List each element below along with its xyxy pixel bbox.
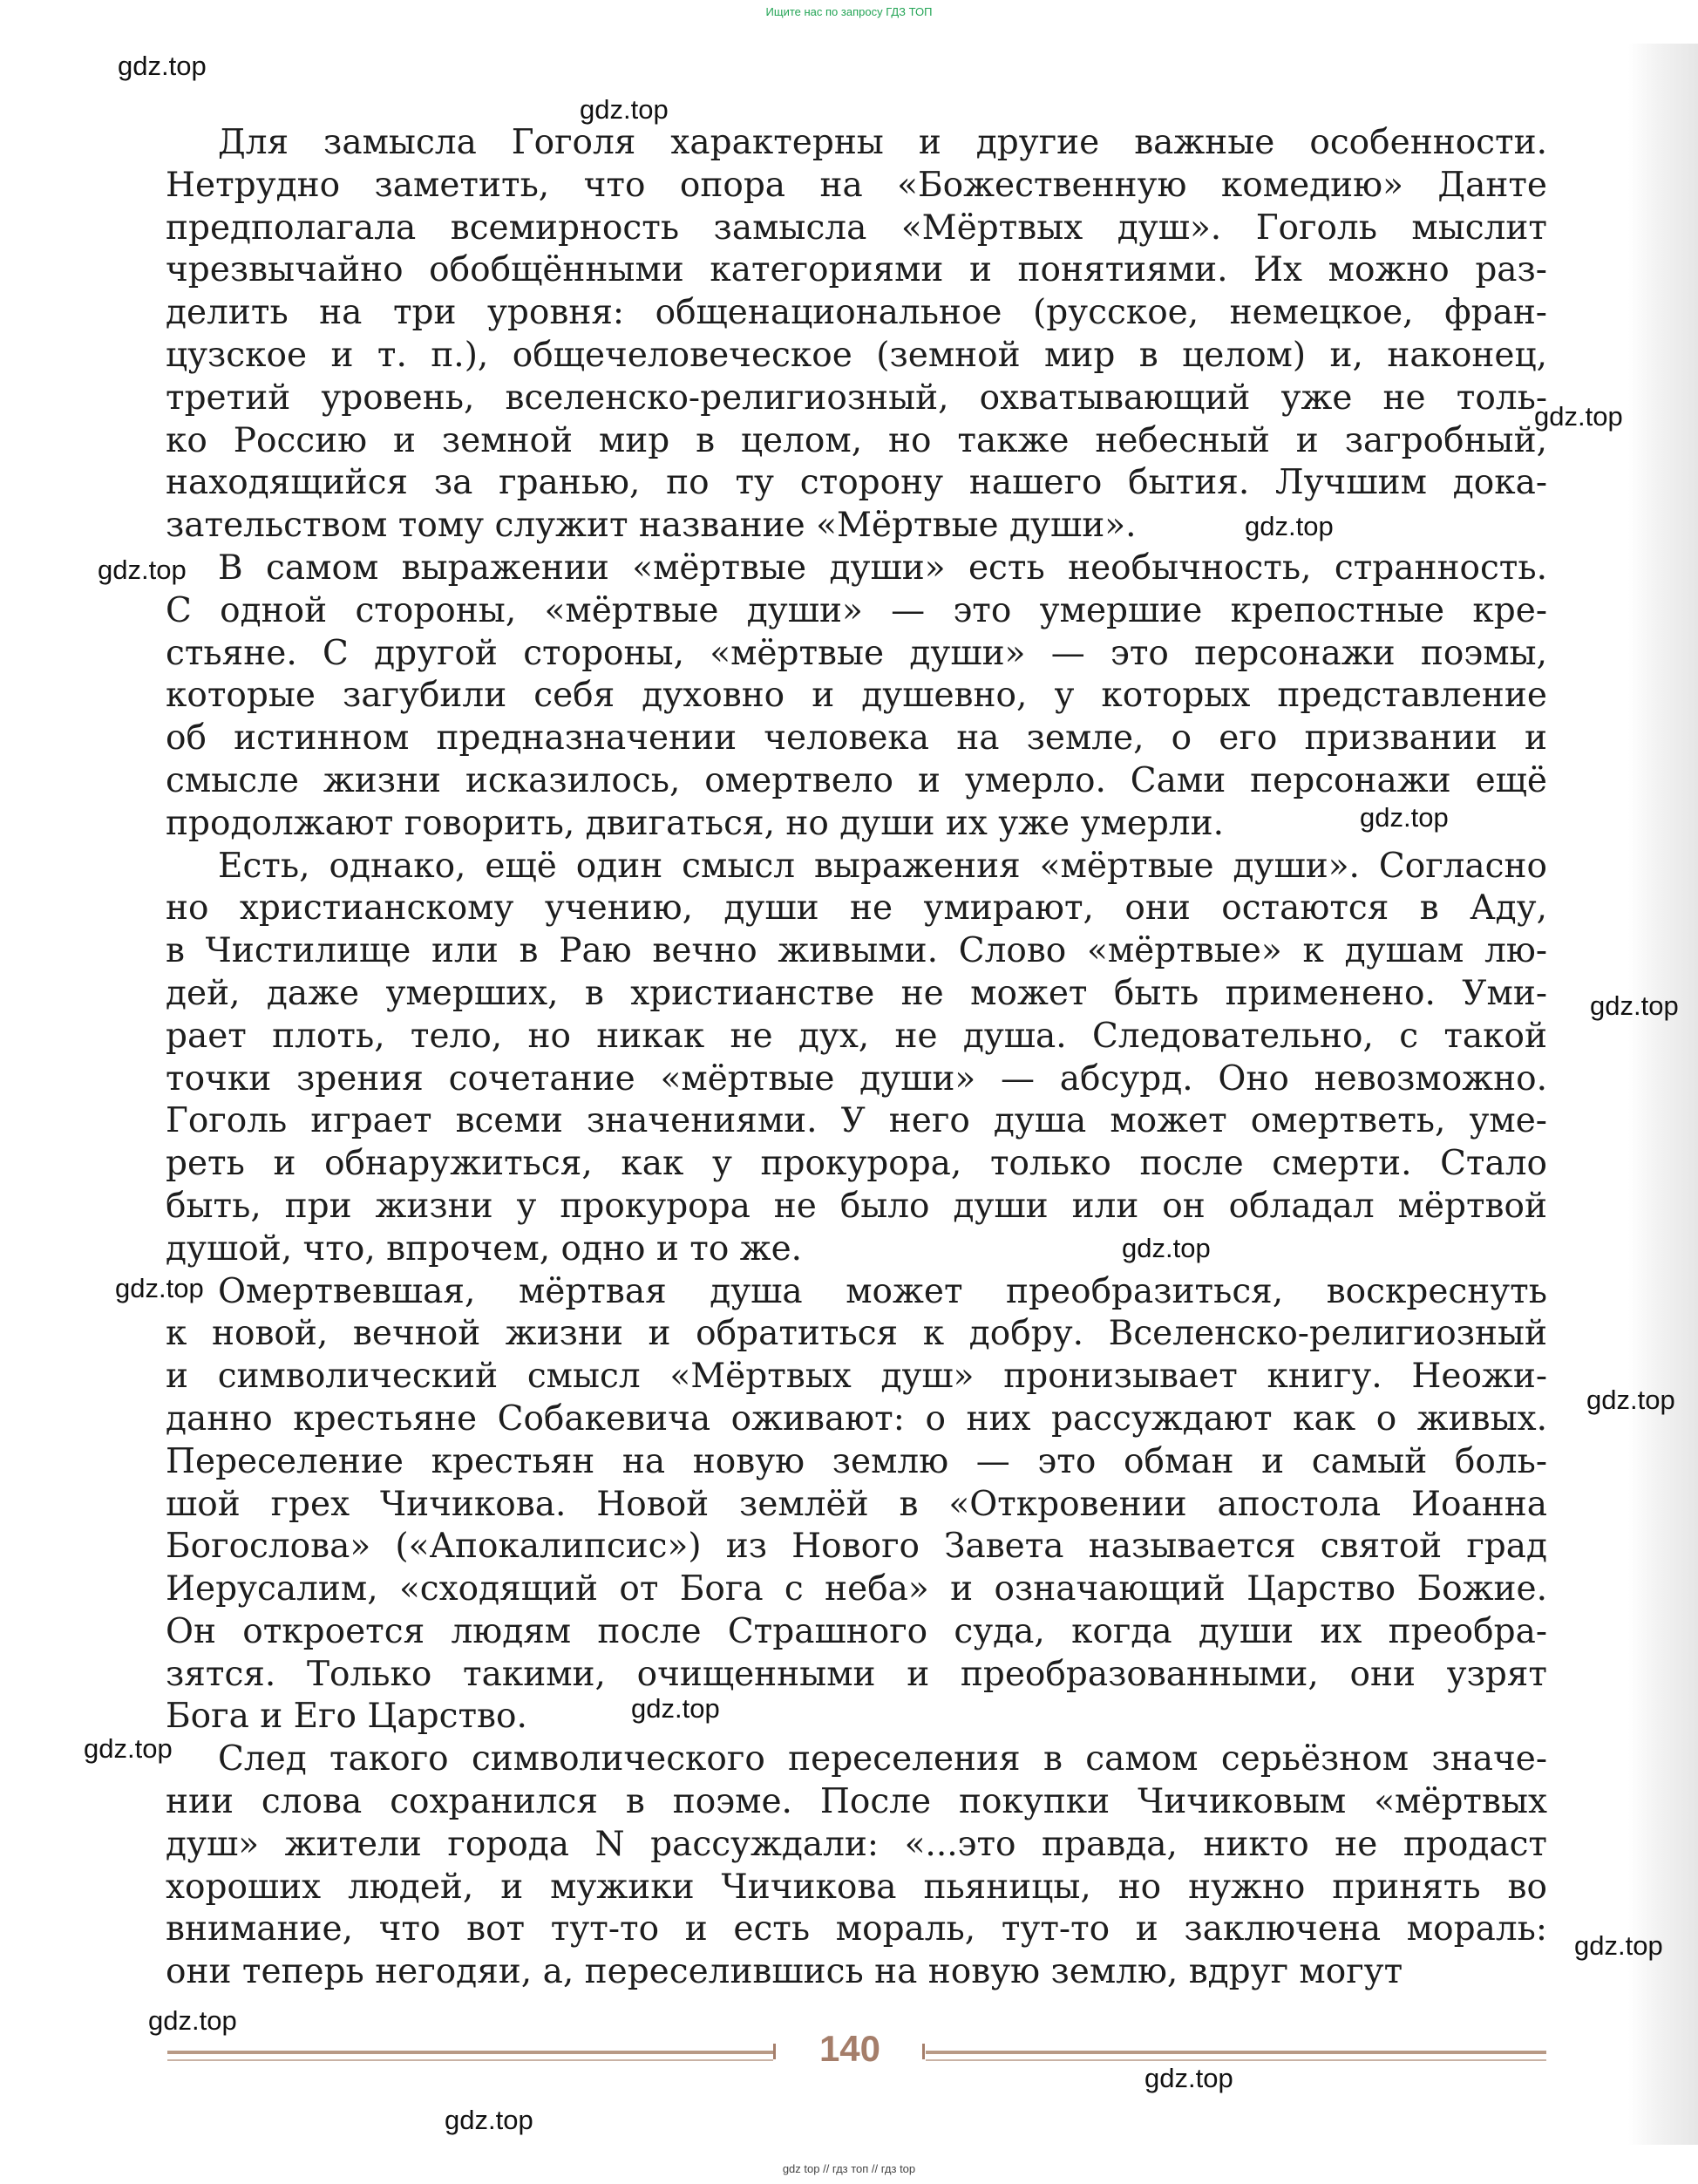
paragraph — [166, 1738, 1547, 1994]
body-text — [166, 122, 1547, 1994]
page-number: 140 — [818, 2028, 881, 2069]
text-line: Нетрудно заметить, что опора на «Божественную комедию» Данте — [166, 165, 1547, 205]
text-line: об истинном предназначении человека на земле, о его призвании и — [166, 718, 1547, 759]
watermark: gdz.top — [84, 1733, 173, 1764]
text-line: зательством тому служит название «Мёртвые души». — [166, 506, 1137, 546]
watermark: gdz.top — [1534, 401, 1623, 432]
text-line: данно крестьяне Собакевича оживают: о них рассуждают как о живых. — [166, 1398, 1547, 1439]
watermark: gdz.top — [580, 94, 669, 125]
text-line: они теперь негодяи, а, переселившись на новую землю, вдруг могут — [166, 1952, 1403, 1992]
text-line: к новой, вечной жизни и обратиться к добру. Вселенско-религиозный — [166, 1314, 1547, 1354]
watermark: gdz.top — [1360, 802, 1449, 833]
text-line: дей, даже умерших, в христианстве не может быть применено. Уми- — [166, 973, 1547, 1013]
footer-tick — [773, 2044, 776, 2059]
text-line: реть и обнаружиться, как у прокурора, только после смерти. Стало — [166, 1144, 1547, 1184]
watermark: gdz.top — [445, 2105, 533, 2135]
text-line: Богослова» («Апокалипсис») из Нового Завета называется святой град — [166, 1527, 1547, 1567]
text-line: стьяне. С другой стороны, «мёртвые души» — это персонажи поэмы, — [166, 633, 1547, 673]
bottom-banner[interactable]: gdz top // гдз топ // гдз top — [782, 2162, 916, 2175]
text-line: смысле жизни исказилось, омертвело и умерло. Сами персонажи ещё — [166, 760, 1547, 800]
footer-rule-left — [167, 2051, 773, 2054]
text-line: но христианскому учению, души не умирают, они остаются в Аду, — [166, 888, 1547, 929]
text-line: Он откроется людям после Страшного суда, когда души их преобра- — [166, 1611, 1547, 1651]
watermark: gdz.top — [1144, 2063, 1233, 2093]
text-line: С одной стороны, «мёртвые души» — это умершие крепостные кре- — [166, 590, 1547, 630]
text-line: ко Россию и земной мир в целом, но также небесный и загробный, — [166, 420, 1547, 460]
text-line: точки зрения сочетание «мёртвые души» — абсурд. Оно невозможно. — [166, 1058, 1547, 1099]
text-line: душой, что, впрочем, одно и то же. — [166, 1228, 803, 1269]
watermark: gdz.top — [115, 1273, 204, 1303]
text-line: третий уровень, вселенско-религиозный, охватывающий уже не толь- — [166, 378, 1547, 418]
paragraph — [166, 846, 1547, 1271]
watermark: gdz.top — [1122, 1233, 1211, 1263]
watermark: gdz.top — [118, 51, 207, 81]
text-line: которые загубили себя духовно и душевно, у которых представление — [166, 676, 1547, 716]
watermark: gdz.top — [1574, 1930, 1663, 1961]
footer-rule-right — [926, 2051, 1546, 2054]
page-edge-shadow — [1628, 44, 1698, 2145]
text-line: Переселение крестьян на новую землю — это обман и самый боль- — [166, 1441, 1547, 1481]
footer-rule-left-thin — [167, 2059, 773, 2061]
paragraph — [166, 1271, 1547, 1739]
watermark: gdz.top — [631, 1693, 720, 1724]
text-line: Для замысла Гоголя характерны и другие важные особенности. — [218, 123, 1547, 162]
text-line: чрезвычайно обобщёнными категориями и понятиями. Их можно раз- — [166, 250, 1547, 290]
text-line: зятся. Только такими, очищенными и преобразованными, они узрят — [166, 1654, 1547, 1694]
text-line: нии слова сохранился в поэме. После покупки Чичиковым «мёртвых — [166, 1782, 1547, 1822]
watermark: gdz.top — [1590, 990, 1679, 1021]
text-line: цузское и т. п.), общечеловеческое (земной мир в целом) и, наконец, — [166, 335, 1547, 375]
watermark: gdz.top — [1245, 511, 1334, 541]
text-line: душ» жители города N рассуждали: «...это правда, никто не продаст — [166, 1824, 1547, 1864]
text-line: хороших людей, и мужики Чичикова пьяницы, но нужно принять во — [166, 1867, 1547, 1907]
text-line: шой грех Чичикова. Новой землёй в «Откровении апостола Иоанна — [166, 1484, 1547, 1524]
top-banner[interactable]: Ищите нас по запросу ГДЗ ТОП — [765, 5, 933, 18]
text-line: Иерусалим, «сходящий от Бога с неба» и означающий Царство Божие. — [166, 1569, 1547, 1609]
text-line: В самом выражении «мёртвые души» есть необычность, странность. — [218, 548, 1547, 588]
footer-tick — [922, 2044, 925, 2059]
paragraph — [166, 548, 1547, 846]
text-line: продолжают говорить, двигаться, но души их уже умерли. — [166, 803, 1225, 843]
watermark: gdz.top — [98, 555, 187, 585]
text-line: рает плоть, тело, но никак не дух, не душа. Следовательно, с такой — [166, 1016, 1547, 1056]
text-line: След такого символического переселения в самом серьёзном значе- — [218, 1739, 1547, 1779]
text-line: внимание, что вот тут-то и есть мораль, тут-то и заключена мораль: — [166, 1909, 1547, 1949]
watermark: gdz.top — [1586, 1385, 1675, 1415]
watermark: gdz.top — [148, 2005, 237, 2036]
text-line: делить на три уровня: общенациональное (русское, немецкое, фран- — [166, 293, 1547, 333]
text-line: Гоголь играет всеми значениями. У него душа может омертветь, уме- — [166, 1101, 1547, 1141]
text-line: находящийся за гранью, по ту сторону нашего бытия. Лучшим дока- — [166, 463, 1547, 503]
text-line: и символический смысл «Мёртвых душ» пронизывает книгу. Неожи- — [166, 1357, 1547, 1397]
footer-rule-right-thin — [926, 2059, 1546, 2061]
text-line: предполагала всемирность замысла «Мёртвых душ». Гоголь мыслит — [166, 208, 1547, 248]
text-line: быть, при жизни у прокурора не было души или он обладал мёртвой — [166, 1186, 1547, 1226]
text-line: в Чистилище или в Раю вечно живыми. Слово «мёртвые» к душам лю- — [166, 931, 1547, 971]
text-line: Бога и Его Царство. — [166, 1697, 527, 1737]
text-line: Есть, однако, ещё один смысл выражения «мёртвые души». Согласно — [218, 846, 1547, 886]
text-line: Омертвевшая, мёртвая душа может преобразиться, воскреснуть — [218, 1271, 1547, 1311]
paragraph — [166, 122, 1547, 548]
